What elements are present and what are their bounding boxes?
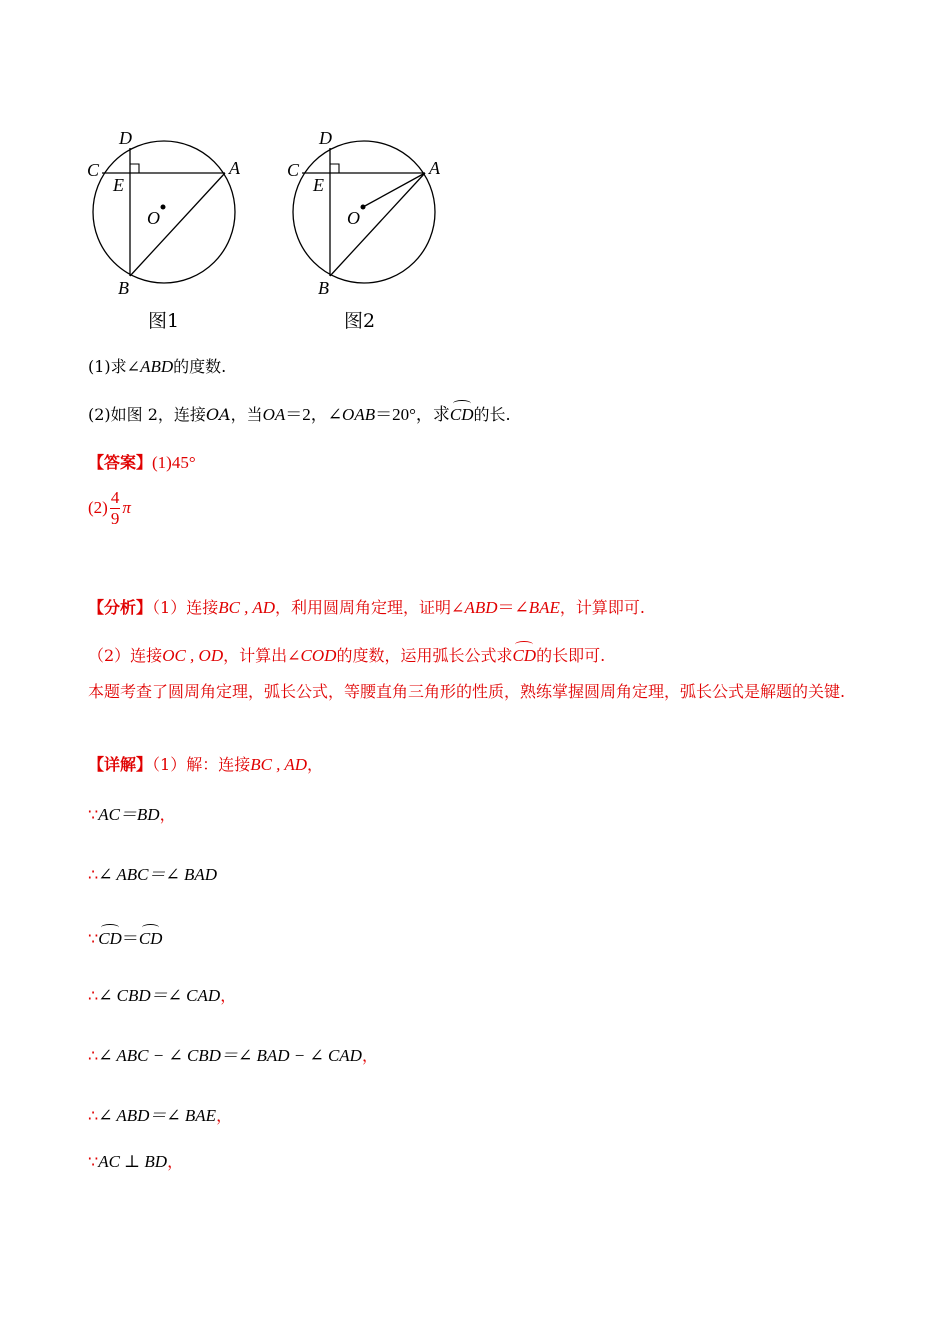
label-d: D bbox=[119, 128, 132, 148]
analysis-summary: 本题考查了圆周角定理，弧长公式，等腰直角三角形的性质，熟练掌握圆周角定理，弧长公式是解题的关键. bbox=[88, 682, 846, 701]
right-angle-mark bbox=[330, 164, 339, 173]
arc-cd: CD bbox=[98, 929, 122, 948]
detail-step-3: ∵CD＝CD bbox=[88, 929, 163, 948]
label-e: E bbox=[313, 175, 324, 195]
answer-line-2: (2) $\frac{4}{9}$ π bbox=[88, 488, 131, 528]
figure-1-diagram bbox=[85, 120, 255, 310]
question-1: (1)求∠ABD的度数. bbox=[88, 357, 227, 376]
analysis-line-2: （2）连接OC , OD，计算出∠COD的度数，运用弧长公式求CD的长即可. bbox=[88, 646, 606, 665]
chord-ab bbox=[130, 173, 225, 276]
detail-step-1: ∵AC＝BD， bbox=[88, 805, 176, 824]
label-o: O bbox=[147, 208, 160, 228]
right-angle-mark bbox=[130, 164, 139, 173]
chord-ab bbox=[330, 173, 425, 276]
figure-2-diagram bbox=[285, 120, 455, 310]
label-e: E bbox=[113, 175, 124, 195]
label-c: C bbox=[87, 160, 100, 180]
label-b: B bbox=[118, 278, 129, 298]
analysis-line-1: 【分析】（1）连接BC , AD，利用圆周角定理，证明∠ABD＝∠BAE，计算即可. bbox=[88, 598, 645, 617]
segment-oa bbox=[363, 173, 425, 207]
label-d: D bbox=[319, 128, 332, 148]
analysis-tag: 【分析】 bbox=[88, 598, 153, 617]
center-point bbox=[161, 205, 166, 210]
answer-line-1: 【答案】(1)45° bbox=[88, 453, 196, 472]
detail-step-7: ∵AC ⊥ BD， bbox=[88, 1152, 184, 1171]
label-o: O bbox=[347, 208, 360, 228]
question-2: (2)如图 2，连接OA，当OA＝2，∠OAB＝20°，求CD的长. bbox=[88, 405, 511, 424]
label-b: B bbox=[318, 278, 329, 298]
detail-tag: 【详解】 bbox=[88, 755, 153, 774]
label-c: C bbox=[287, 160, 300, 180]
detail-intro: 【详解】（1）解：连接BC , AD， bbox=[88, 755, 324, 774]
figure-1-caption: 图1 bbox=[148, 310, 180, 332]
figure-2-caption: 图2 bbox=[344, 310, 376, 332]
answer-tag: 【答案】 bbox=[88, 453, 153, 472]
detail-step-6: ∴∠ ABD＝∠ BAE， bbox=[88, 1106, 233, 1125]
label-a: A bbox=[229, 158, 240, 178]
arc-cd: CD bbox=[512, 646, 537, 665]
fraction: $\frac{4}{9}$ bbox=[110, 488, 120, 528]
center-point bbox=[361, 205, 366, 210]
detail-step-2: ∴∠ ABC＝∠ BAD bbox=[88, 865, 218, 884]
detail-step-5: ∴∠ ABC − ∠ CBD＝∠ BAD − ∠ CAD， bbox=[88, 1046, 378, 1065]
label-a: A bbox=[429, 158, 440, 178]
detail-step-4: ∴∠ CBD＝∠ CAD， bbox=[88, 986, 237, 1005]
circle bbox=[293, 141, 435, 283]
circle bbox=[93, 141, 235, 283]
arc-cd: CD bbox=[449, 405, 474, 424]
arc-cd: CD bbox=[138, 929, 163, 948]
